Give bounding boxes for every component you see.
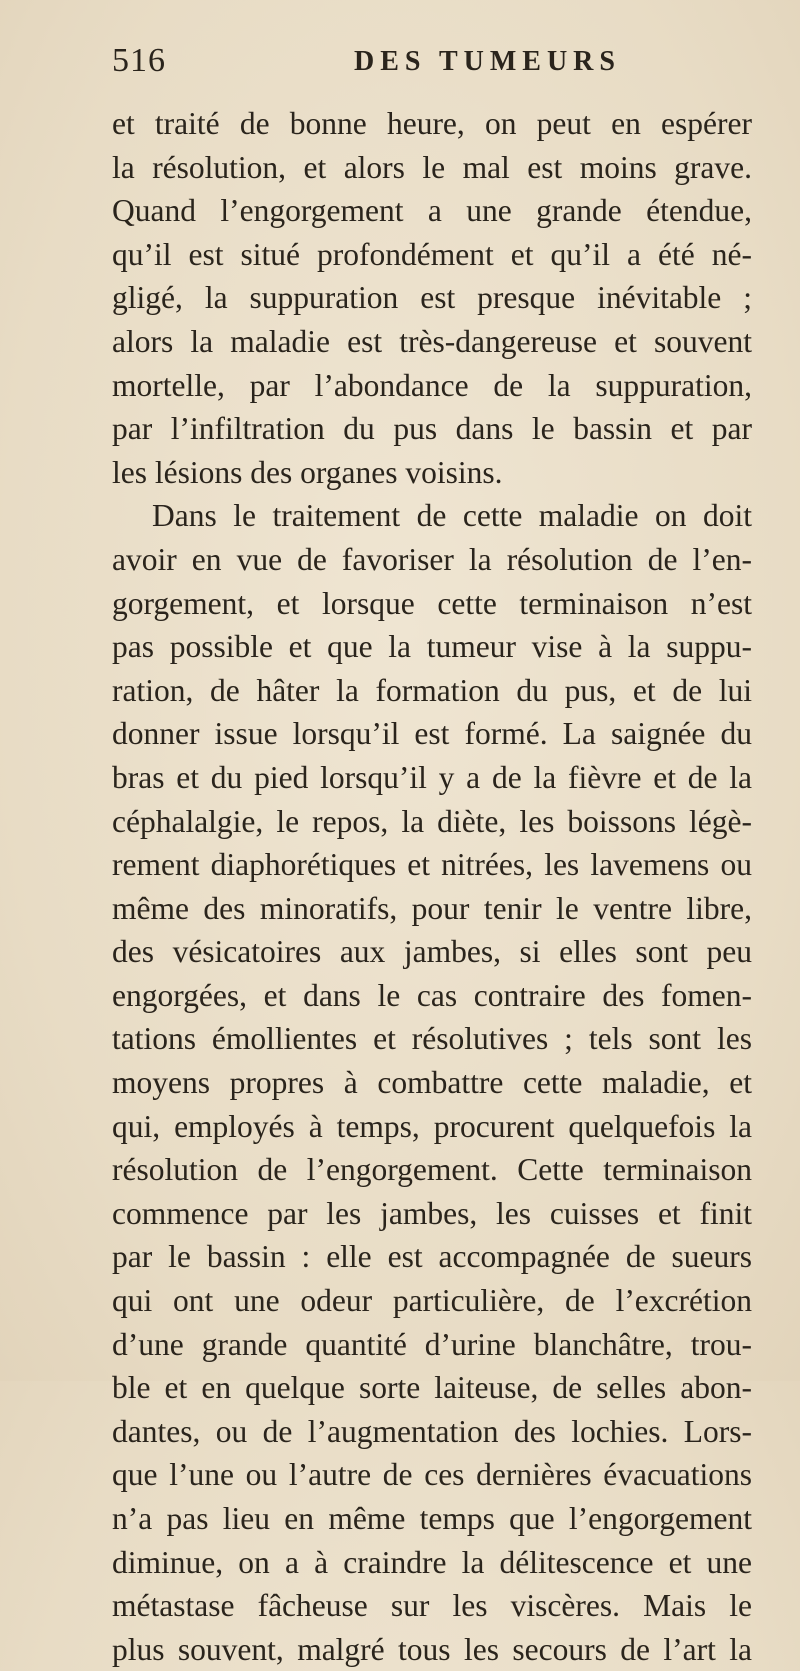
text-line: par le bassin : elle est accompagnée de sueurs — [112, 1239, 752, 1275]
text-line: gorgement, et lorsque cette terminaison n’est — [112, 585, 752, 621]
text-line: commence par les jambes, les cuisses et finit — [112, 1195, 752, 1231]
text-line: Dans le traitement de cette maladie on doit — [152, 498, 752, 534]
text-line: pas possible et que la tumeur vise à la suppu- — [112, 629, 752, 665]
text-line: céphalalgie, le repos, la diète, les boissons légè- — [112, 803, 752, 839]
text-line: ration, de hâter la formation du pus, et de lui — [112, 672, 752, 708]
text-line: qui ont une odeur particulière, de l’excrétion — [112, 1283, 752, 1319]
text-line: métastase fâcheuse sur les viscères. Mais le — [112, 1588, 752, 1624]
text-line: alors la maladie est très-dangereuse et souvent — [112, 323, 752, 359]
text-line: avoir en vue de favoriser la résolution de l’en- — [112, 541, 752, 577]
text-line: d’une grande quantité d’urine blanchâtre, trou- — [112, 1326, 752, 1362]
text-line: dantes, ou de l’augmentation des lochies. Lors- — [112, 1413, 752, 1449]
body-text — [112, 102, 752, 1671]
text-line: résolution de l’engorgement. Cette terminaison — [112, 1152, 752, 1188]
text-line: que l’une ou l’autre de ces dernières évacuations — [112, 1457, 752, 1493]
text-line: moyens propres à combattre cette maladie, et — [112, 1065, 752, 1101]
text-line: bras et du pied lorsqu’il y a de la fièvre et de la — [112, 759, 752, 795]
text-line: par l’infiltration du pus dans le bassin et par — [112, 411, 752, 447]
text-line: n’a pas lieu en même temps que l’engorgement — [112, 1501, 752, 1536]
text-line: ble et en quelque sorte laiteuse, de selles abon- — [112, 1370, 752, 1406]
text-line: mortelle, par l’abondance de la suppuration, — [112, 367, 752, 403]
text-line: tations émollientes et résolutives ; tels sont les — [112, 1021, 752, 1057]
text-line: les lésions des organes voisins. — [112, 454, 503, 490]
text-line: gligé, la suppuration est presque inévitable ; — [112, 280, 752, 316]
text-line: et traité de bonne heure, on peut en espérer — [112, 106, 752, 141]
text-line: la résolution, et alors le mal est moins grave. — [112, 149, 752, 185]
text-line: engorgées, et dans le cas contraire des fomen- — [112, 977, 752, 1013]
text-line: même des minoratifs, pour tenir le ventre libre, — [112, 890, 752, 926]
page-number: 516 — [112, 42, 166, 79]
text-line: Quand l’engorgement a une grande étendue, — [112, 193, 752, 229]
text-line: des vésicatoires aux jambes, si elles sont peu — [112, 934, 752, 970]
text-line: donner issue lorsqu’il est formé. La saignée du — [112, 716, 752, 752]
text-line: plus souvent, malgré tous les secours de l’art la — [112, 1631, 752, 1667]
text-line: diminue, on a à craindre la délitescence et une — [112, 1544, 752, 1580]
text-line: rement diaphorétiques et nitrées, les lavemens ou — [112, 847, 752, 883]
page-header — [112, 42, 752, 92]
running-title: DES TUMEURS — [354, 46, 621, 77]
text-line: qui, employés à temps, procurent quelquefois la — [112, 1108, 752, 1144]
text-line: qu’il est situé profondément et qu’il a été né- — [112, 236, 752, 272]
